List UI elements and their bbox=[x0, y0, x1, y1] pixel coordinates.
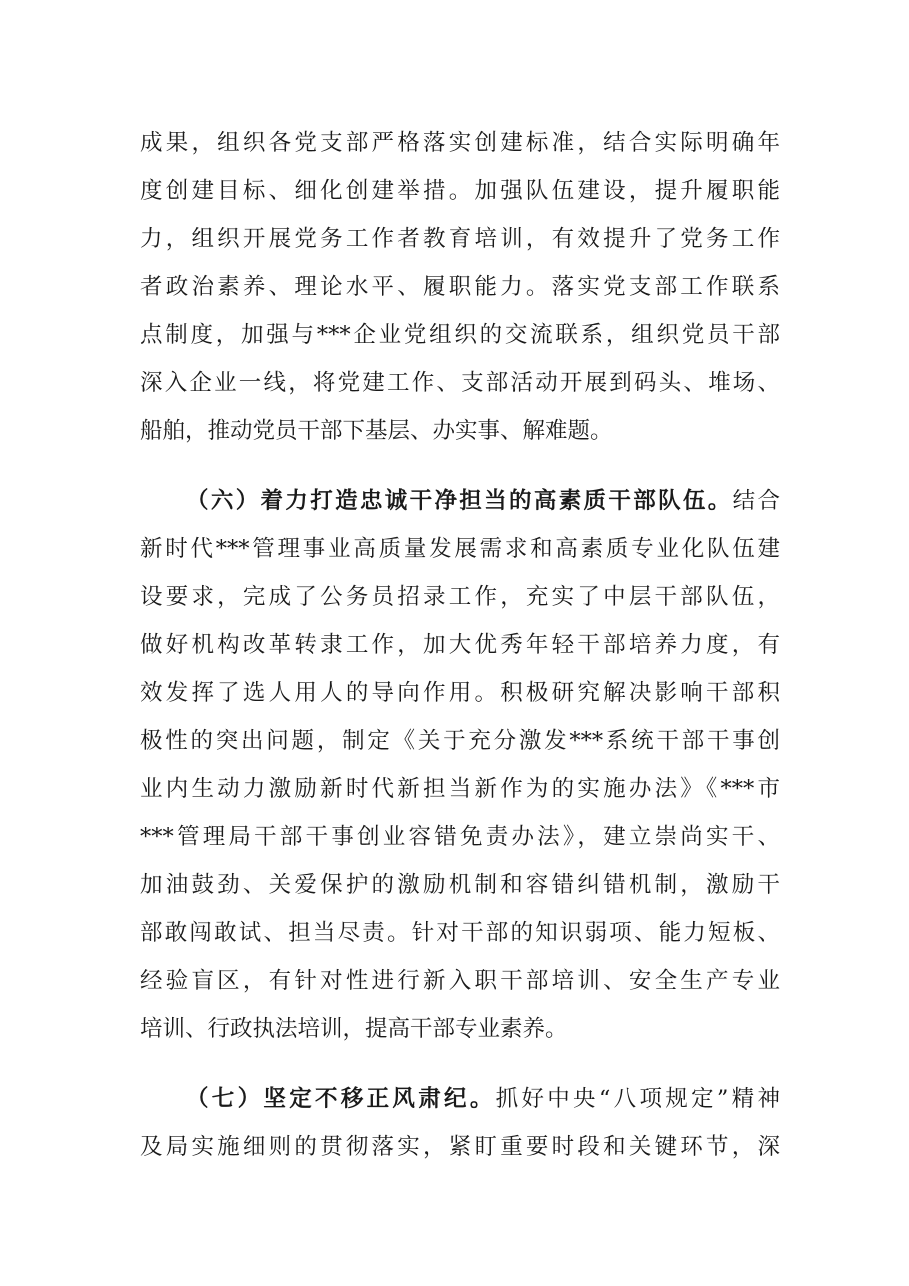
text-line bbox=[186, 1079, 780, 1119]
text-line: 培训、行政执法培训，提高干部专业素养。 bbox=[140, 1016, 568, 1042]
text-line: 度创建目标、细化创建举措。加强队伍建设，提升履职能 bbox=[140, 178, 780, 204]
text-line: 点制度，加强与***企业党组织的交流联系，组织党员干部 bbox=[140, 322, 780, 348]
text-line: 部敢闯敢试、担当尽责。针对干部的知识弱项、能力短板、 bbox=[140, 920, 780, 946]
heading-trailing-text: 结合 bbox=[732, 488, 780, 514]
text-line: ***管理局干部干事创业容错免责办法》，建立崇尚实干、 bbox=[140, 824, 780, 850]
section-heading: （七）坚定不移正风肃纪。 bbox=[186, 1086, 496, 1112]
text-line: 极性的突出问题，制定《关于充分激发***系统干部干事创 bbox=[140, 728, 780, 754]
text-line bbox=[186, 481, 780, 521]
text-line: 及局实施细则的贯彻落实，紧盯重要时段和关键环节，深 bbox=[140, 1134, 780, 1160]
text-line: 新时代***管理事业高质量发展需求和高素质专业化队伍建 bbox=[140, 536, 780, 562]
text-line: 效发挥了选人用人的导向作用。积极研究解决影响干部积 bbox=[140, 680, 780, 706]
text-line: 设要求，完成了公务员招录工作，充实了中层干部队伍， bbox=[140, 584, 780, 610]
text-line: 力，组织开展党务工作者教育培训，有效提升了党务工作 bbox=[140, 226, 780, 252]
text-line: 船舶，推动党员干部下基层、办实事、解难题。 bbox=[140, 418, 613, 444]
heading-trailing-text: 抓好中央“八项规定”精神 bbox=[495, 1086, 780, 1112]
text-line: 经验盲区，有针对性进行新入职干部培训、安全生产专业 bbox=[140, 968, 780, 994]
text-line: 成果，组织各党支部严格落实创建标准，结合实际明确年 bbox=[140, 130, 780, 156]
text-line: 业内生动力激励新时代新担当新作为的实施办法》《***市 bbox=[140, 776, 780, 802]
text-line: 做好机构改革转隶工作，加大优秀年轻干部培养力度，有 bbox=[140, 632, 780, 658]
section-heading: （六）着力打造忠诚干净担当的高素质干部队伍。 bbox=[186, 488, 733, 514]
text-line: 加油鼓劲、关爱保护的激励机制和容错纠错机制，激励干 bbox=[140, 872, 780, 898]
text-line: 者政治素养、理论水平、履职能力。落实党支部工作联系 bbox=[140, 274, 780, 300]
text-line: 深入企业一线，将党建工作、支部活动开展到码头、堆场、 bbox=[140, 370, 780, 396]
